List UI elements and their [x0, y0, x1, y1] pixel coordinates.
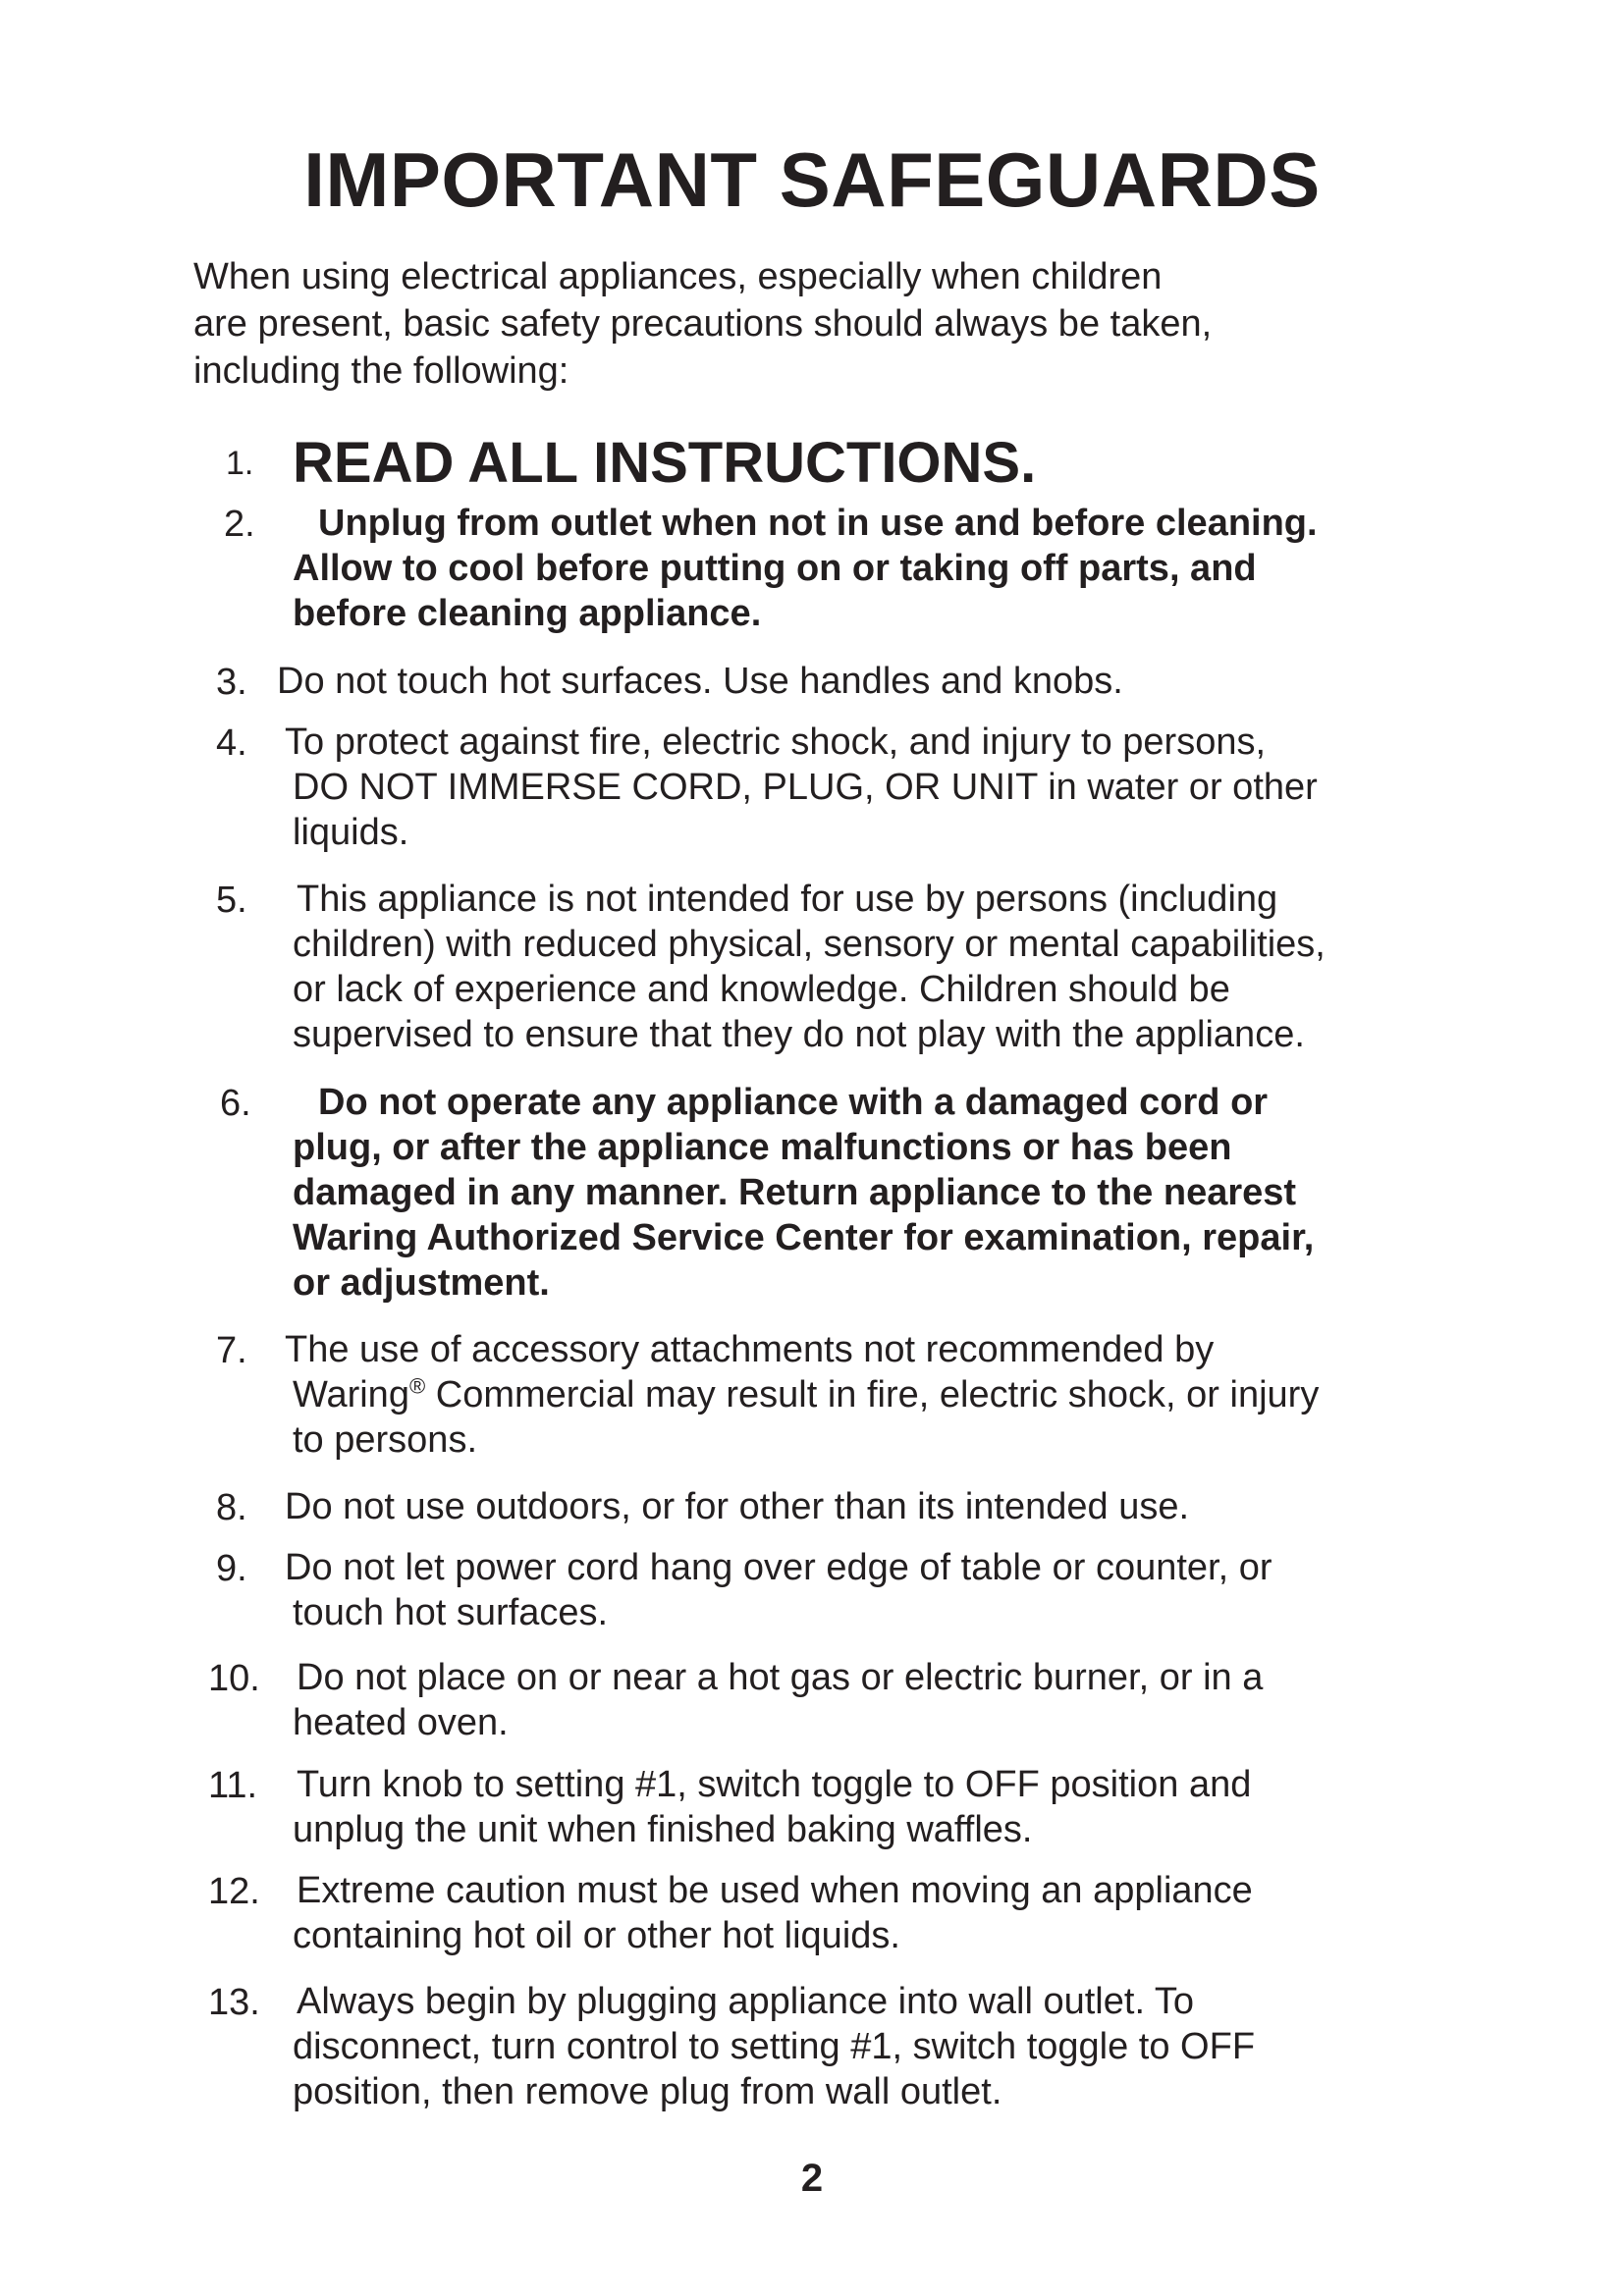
item-text [293, 501, 1520, 636]
item-number: 12. [208, 1871, 260, 1912]
intro-line: When using electrical appliances, especially when children [193, 256, 1163, 297]
item-line: damaged in any manner. Return appliance to the nearest [293, 1172, 1297, 1213]
item-line: liquids. [293, 812, 409, 853]
item-text [293, 877, 1520, 1057]
item-text [285, 1484, 1512, 1529]
item-line: Unplug from outlet when not in use and before cleaning. [318, 503, 1318, 544]
item-line: plug, or after the appliance malfunctions or has been [293, 1127, 1232, 1168]
item-line: Do not let power cord hang over edge of table or counter, or [285, 1547, 1272, 1588]
item-text [293, 1979, 1520, 2114]
item-line: Do not touch hot surfaces. Use handles and knobs. [277, 661, 1123, 702]
page-number: 2 [800, 2157, 824, 2200]
item-line: or lack of experience and knowledge. Children should be [293, 969, 1230, 1010]
item-line: heated oven. [293, 1702, 509, 1743]
page-title: IMPORTANT SAFEGUARDS [303, 136, 1321, 223]
item-text [293, 432, 1520, 495]
item-line: Waring Authorized Service Center for examination, repair, [293, 1217, 1315, 1258]
item-number: 2. [224, 504, 255, 545]
item-line: Turn knob to setting #1, switch toggle to OFF position and [297, 1764, 1252, 1805]
item-number: 1. [226, 445, 254, 482]
item-number: 4. [216, 722, 247, 764]
item-line: Commercial may result in fire, electric shock, or injury [435, 1374, 1320, 1415]
item-text [293, 1762, 1520, 1852]
item-line: Allow to cool before putting on or taking off parts, and [293, 548, 1257, 589]
item-text [293, 1080, 1520, 1306]
intro-line: including the following: [193, 350, 569, 392]
item-line: containing hot oil or other hot liquids. [293, 1915, 900, 1956]
item-line: before cleaning appliance. [293, 593, 762, 634]
intro-paragraph [193, 253, 1431, 395]
item-line: children) with reduced physical, sensory or mental capabilities, [293, 924, 1326, 965]
item-line: The use of accessory attachments not recommended by [285, 1329, 1215, 1370]
item-text [285, 1545, 1520, 1635]
item-line: This appliance is not intended for use by persons (including [297, 879, 1278, 920]
item-line: touch hot surfaces. [293, 1592, 609, 1633]
item-line: Do not operate any appliance with a damaged cord or [318, 1082, 1269, 1123]
item-line: READ ALL INSTRUCTIONS. [293, 431, 1037, 495]
item-text [285, 720, 1520, 855]
item-number: 6. [220, 1083, 251, 1124]
item-number: 13. [208, 1982, 260, 2023]
item-number: 7. [216, 1330, 247, 1371]
item-line: disconnect, turn control to setting #1, switch toggle to OFF [293, 2026, 1256, 2067]
item-line: to persons. [293, 1419, 477, 1461]
item-line: DO NOT IMMERSE CORD, PLUG, OR UNIT in water or other [293, 767, 1318, 808]
item-number: 10. [208, 1658, 260, 1699]
item-number: 9. [216, 1548, 247, 1589]
item-number: 5. [216, 880, 247, 921]
item-line: Do not place on or near a hot gas or electric burner, or in a [297, 1657, 1264, 1698]
brand-name: Waring [293, 1374, 409, 1415]
item-line: unplug the unit when finished baking waffles. [293, 1809, 1033, 1850]
item-line: Do not use outdoors, or for other than its intended use. [285, 1486, 1190, 1527]
item-line-with-brand [293, 1372, 1520, 1417]
item-line: Extreme caution must be used when moving an appliance [297, 1870, 1253, 1911]
item-line: Always begin by plugging appliance into wall outlet. To [297, 1981, 1195, 2022]
item-line: or adjustment. [293, 1262, 550, 1304]
item-number: 11. [208, 1765, 258, 1806]
item-line: supervised to ensure that they do not play with the appliance. [293, 1014, 1305, 1055]
intro-line: are present, basic safety precautions should always be taken, [193, 303, 1213, 345]
item-text [293, 1868, 1520, 1958]
registered-mark: ® [408, 1373, 426, 1399]
item-number: 8. [216, 1487, 247, 1528]
item-line: To protect against fire, electric shock, and injury to persons, [285, 721, 1267, 763]
item-text [285, 1327, 1520, 1463]
item-text [293, 1655, 1520, 1745]
item-text [277, 659, 1504, 704]
item-line: position, then remove plug from wall outlet. [293, 2071, 1002, 2112]
item-number: 3. [216, 662, 247, 703]
